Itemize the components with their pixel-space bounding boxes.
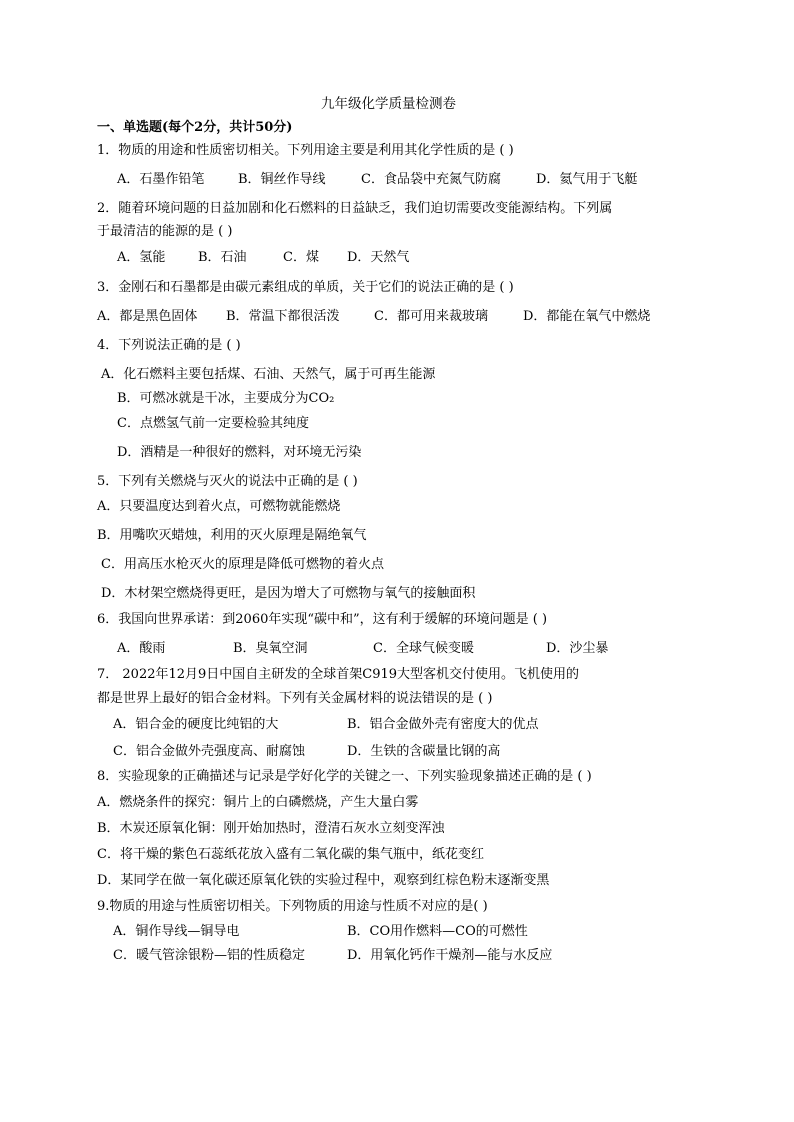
question-1-option-a: A．石墨作铅笔 <box>117 172 205 187</box>
question-7-option-c: C．铝合金做外壳强度高、耐腐蚀 <box>113 744 305 759</box>
question-9-option-c: C．暖气管涂银粉—铝的性质稳定 <box>113 948 305 963</box>
question-3-option-b: B．常温下都很活泼 <box>226 309 340 324</box>
question-2-option-b: B．石油 <box>198 250 247 265</box>
question-9-option-d: D．用氧化钙作干燥剂—能与水反应 <box>347 948 553 963</box>
question-5-option-d: D．木材架空燃烧得更旺，是因为增大了可燃物与氧气的接触面积 <box>101 586 476 601</box>
question-3-option-d: D．都能在氧气中燃烧 <box>523 309 651 324</box>
question-9-stem: 9.物质的用途与性质密切相关。下列物质的用途与性质不对应的是( ) <box>97 899 488 914</box>
question-6-option-d: D．沙尘暴 <box>546 641 609 656</box>
question-5-option-a: A．只要温度达到着火点，可燃物就能燃烧 <box>97 499 341 514</box>
question-4-option-d: D．酒精是一种很好的燃料，对环境无污染 <box>117 445 362 460</box>
question-4-stem: 4．下列说法正确的是 ( ) <box>97 338 241 353</box>
question-4-option-c: C．点燃氢气前一定要检验其纯度 <box>117 416 309 431</box>
question-6-stem: 6．我国向世界承诺：到2060年实现“碳中和”，这有利于缓解的环境问题是 ( ) <box>97 612 548 627</box>
question-6-option-a: A．酸雨 <box>117 641 166 656</box>
exam-title: 九年级化学质量检测卷 <box>321 96 456 112</box>
question-6-option-c: C．全球气候变暖 <box>373 641 474 656</box>
question-8-option-b: B．木炭还原氧化铜：刚开始加热时，澄清石灰水立刻变浑浊 <box>97 821 445 836</box>
question-2-stem-line1: 2．随着环境问题的日益加剧和化石燃料的日益缺乏，我们迫切需要改变能源结构。下列属 <box>97 201 613 216</box>
section-heading: 一、单选题(每个2分，共计50分) <box>97 120 293 135</box>
question-7-option-b: B．铝合金做外壳有密度大的优点 <box>347 717 539 732</box>
question-5-option-c: C．用高压水枪灭火的原理是降低可燃物的着火点 <box>101 557 384 572</box>
question-2-stem-line2: 于最清洁的能源的是 ( ) <box>97 224 233 239</box>
question-2-option-c: C．煤 <box>283 250 319 265</box>
question-8-option-c: C．将干燥的紫色石蕊纸花放入盛有二氧化碳的集气瓶中，纸花变红 <box>97 847 484 862</box>
question-7-option-a: A．铝合金的硬度比纯铝的大 <box>113 717 279 732</box>
question-1-option-c: C．食品袋中充氮气防腐 <box>361 172 501 187</box>
question-4-option-b: B．可燃冰就是干冰，主要成分为CO₂ <box>117 391 335 406</box>
question-1-option-d: D．氦气用于飞艇 <box>536 172 638 187</box>
question-7-option-d: D．生铁的含碳量比钢的高 <box>347 744 501 759</box>
question-7-stem-line2: 都是世界上最好的铝合金材料。下列有关金属材料的说法错误的是 ( ) <box>97 691 493 706</box>
question-3-option-c: C．都可用来裁玻璃 <box>374 309 488 324</box>
question-2-option-a: A．氢能 <box>117 250 166 265</box>
question-3-option-a: A．都是黑色固体 <box>97 309 198 324</box>
question-1-option-b: B．铜丝作导线 <box>238 172 326 187</box>
question-8-stem: 8．实验现象的正确描述与记录是学好化学的关键之一、下列实验现象描述正确的是 ( ) <box>97 769 592 784</box>
question-9-option-b: B．CO用作燃料—CO的可燃性 <box>347 924 528 939</box>
question-7-stem-line1: 7． 2022年12月9日中国自主研发的全球首架C919大型客机交付使用。飞机使用的 <box>97 667 580 682</box>
question-9-option-a: A．铜作导线—铜导电 <box>113 924 240 939</box>
question-5-stem: 5．下列有关燃烧与灭火的说法中正确的是 ( ) <box>97 474 358 489</box>
question-5-option-b: B．用嘴吹灭蜡烛，利用的灭火原理是隔绝氧气 <box>97 528 367 543</box>
question-3-stem: 3．金刚石和石墨都是由碳元素组成的单质，关于它们的说法正确的是 ( ) <box>97 280 514 295</box>
question-8-option-d: D．某同学在做一氧化碳还原氧化铁的实验过程中，观察到红棕色粉末逐渐变黑 <box>97 873 550 888</box>
question-6-option-b: B．臭氧空洞 <box>233 641 308 656</box>
question-1-stem: 1．物质的用途和性质密切相关。下列用途主要是利用其化学性质的是 ( ) <box>97 143 514 158</box>
question-2-option-d: D．天然气 <box>347 250 410 265</box>
question-8-option-a: A．燃烧条件的探究：铜片上的白磷燃烧，产生大量白雾 <box>97 795 419 810</box>
question-4-option-a: A．化石燃料主要包括煤、石油、天然气，属于可再生能源 <box>101 367 436 382</box>
